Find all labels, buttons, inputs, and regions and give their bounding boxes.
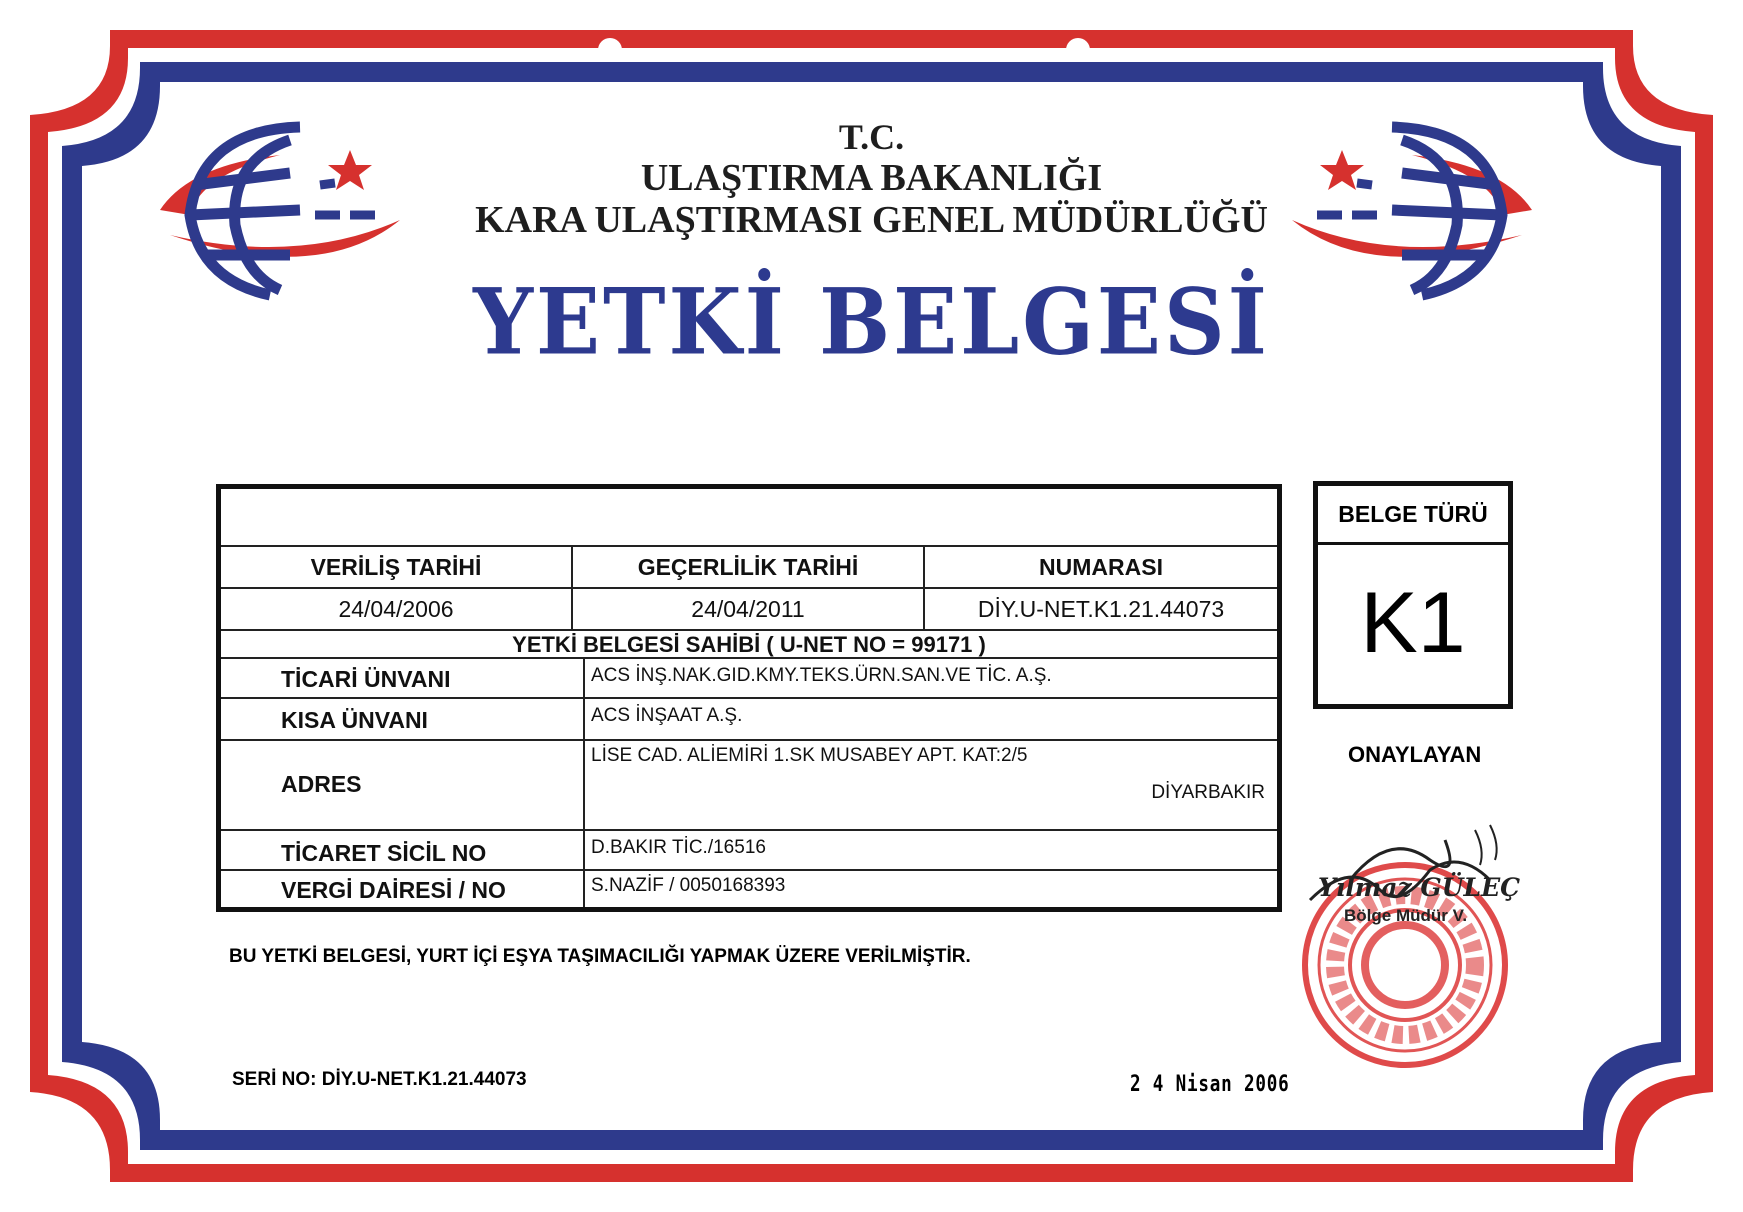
address-value: LİSE CAD. ALİEMİRİ 1.SK MUSABEY APT. KAT:2/5	[591, 745, 1028, 766]
serial-number: SERİ NO: DİY.U-NET.K1.21.44073	[232, 1069, 527, 1090]
table-row	[221, 831, 1277, 871]
statement-text: BU YETKİ BELGESİ, YURT İÇİ EŞYA TAŞIMACILIĞI YAPMAK ÜZERE VERİLMİŞTİR.	[229, 946, 971, 967]
trade-name-label: TİCARİ ÜNVANI	[221, 659, 585, 697]
approver-signature-name: Yılmaz GÜLEÇ	[1318, 873, 1521, 902]
ministry-heading: ULAŞTIRMA BAKANLIĞI	[640, 157, 1103, 199]
document-type-label: BELGE TÜRÜ	[1318, 486, 1508, 545]
short-name-value: ACS İNŞAAT A.Ş.	[591, 705, 743, 726]
address-city: DİYARBAKIR	[1151, 782, 1265, 803]
tax-office-value: S.NAZİF / 0050168393	[591, 875, 786, 896]
directorate-heading: KARA ULAŞTIRMASI GENEL MÜDÜRLÜĞÜ	[475, 199, 1268, 241]
number-header: NUMARASI	[1039, 554, 1163, 580]
official-seal-stamp	[1290, 820, 1520, 1080]
trade-registry-value: D.BAKIR TİC./16516	[591, 837, 766, 858]
short-name-label: KISA ÜNVANI	[221, 699, 585, 739]
table-row	[221, 871, 1277, 907]
issue-date-value: 24/04/2006	[221, 589, 573, 629]
validity-date-value: 24/04/2011	[573, 589, 925, 629]
holder-header: YETKİ BELGESİ SAHİBİ ( U-NET NO = 99171 )	[512, 632, 986, 657]
certificate-number-value: DİY.U-NET.K1.21.44073	[977, 596, 1225, 622]
table-row	[221, 741, 1277, 831]
trade-name-value: ACS İNŞ.NAK.GID.KMY.TEKS.ÜRN.SAN.VE TİC. A.Ş.	[591, 665, 1052, 686]
certificate-info-table	[216, 484, 1282, 912]
issue-date-stamp: 2 4 Nisan 2006	[1130, 1072, 1290, 1097]
tc-heading: T.C.	[838, 117, 905, 157]
table-row	[221, 699, 1277, 741]
validity-date-header: GEÇERLİLİK TARİHİ	[573, 547, 925, 587]
address-label: ADRES	[221, 741, 585, 829]
document-title: YETKİ BELGESİ	[473, 268, 1270, 375]
approver-label: ONAYLAYAN	[1348, 742, 1482, 767]
table-row	[221, 659, 1277, 699]
document-type-code: K1	[1360, 575, 1466, 671]
issue-date-header: VERİLİŞ TARİHİ	[221, 547, 573, 587]
holder-header-row	[221, 631, 1277, 659]
column-value-row	[221, 589, 1277, 631]
table-top-spacer	[221, 489, 1277, 547]
approver-title: Bölge Müdür V.	[1344, 906, 1468, 925]
document-type-box	[1313, 481, 1513, 709]
trade-registry-label: TİCARET SİCİL NO	[221, 831, 585, 869]
column-header-row	[221, 547, 1277, 589]
tax-office-label: VERGİ DAİRESİ / NO	[221, 871, 585, 907]
